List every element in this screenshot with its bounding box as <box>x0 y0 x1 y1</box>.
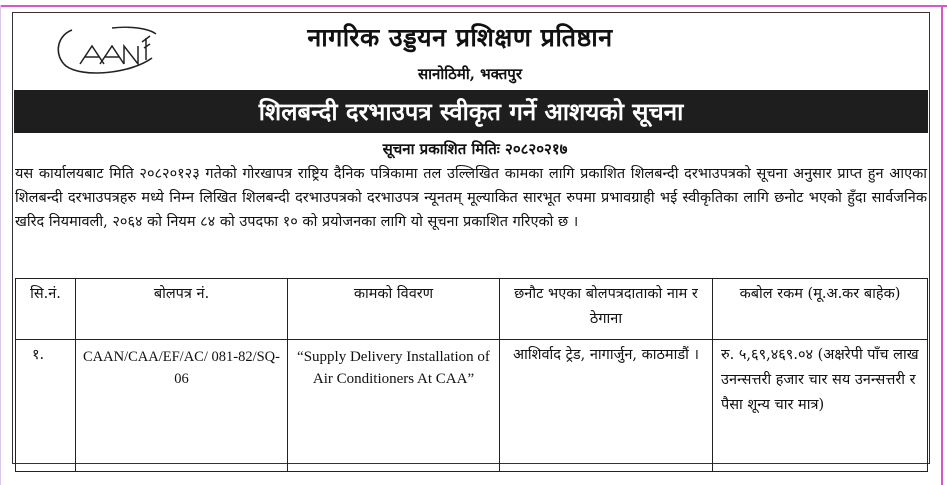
org-address: सानोठिमी, भक्तपुर <box>418 65 522 83</box>
page-frame-top <box>0 5 947 7</box>
table-header-row <box>16 279 928 340</box>
page-frame-left <box>0 5 1 485</box>
caan-logo-icon <box>52 24 162 76</box>
cell-amount: रु. ५,६९,४६९.०४ (अक्षरेपी पाँच लाख उनन्सत्तरी हजार चार सय उनन्सत्तरी र पैसा शून्य चार मात्र) <box>713 340 928 472</box>
org-name: नागरिक उड्डयन प्रशिक्षण प्रतिष्ठान <box>307 23 613 52</box>
header-sn: सि.नं. <box>16 279 76 340</box>
notice-title-banner: शिलबन्दी दरभाउपत्र स्वीकृत गर्ने आशयको सूचना <box>14 90 928 133</box>
table-row <box>16 340 928 472</box>
header-bid-no: बोलपत्र नं. <box>76 279 288 340</box>
award-table <box>15 278 928 472</box>
page-frame-right <box>941 5 943 485</box>
notice-paragraph: यस कार्यालयबाट मिति २०८२०१२३ गतेको गोरखापत्र राष्ट्रिय दैनिक पत्रिकामा तल उल्लिखित कामका लागि प्रकाशित शिलबन्दी दरभाउपत्रको सूचना अनुसार प्राप्त हुन आएका शिलबन्दी दरभाउपत्रहरु मध्ये निम्न लिखित शिलबन्दी दरभाउपत्रको दरभाउपत्र न्यूनतम् मूल्याकित सारभूत रुपमा प्रभावग्राही भई स्वीकृतिका लागि छनोट भएको हुँदा सार्वजनिक खरिद नियमावली, २०६४ को नियम ८४ को उपदफा १० को प्रयोजनका लागि यो सूचना प्रकाशित गरिएको छ । <box>15 166 927 230</box>
header-bidder: छनौट भएका बोलपत्रदाताको नाम र ठेगाना <box>500 279 713 340</box>
logo-text: CAAN <box>52 24 56 25</box>
header-amount: कबोल रकम (मू.अ.कर बाहेक) <box>713 279 928 340</box>
cell-bidder: आशिर्वाद ट्रेड, नागार्जुन, काठमाडौं । <box>500 340 713 472</box>
cell-sn: १. <box>16 340 76 472</box>
publish-date: सूचना प्रकाशित मितिः २०८२०२१७ <box>382 140 568 158</box>
header-work: कामको विवरण <box>288 279 500 340</box>
cell-bid-no: CAAN/CAA/EF/AC/ 081-82/SQ-06 <box>76 340 288 472</box>
cell-work: “Supply Delivery Installation of Air Conditioners At CAA” <box>288 340 500 472</box>
